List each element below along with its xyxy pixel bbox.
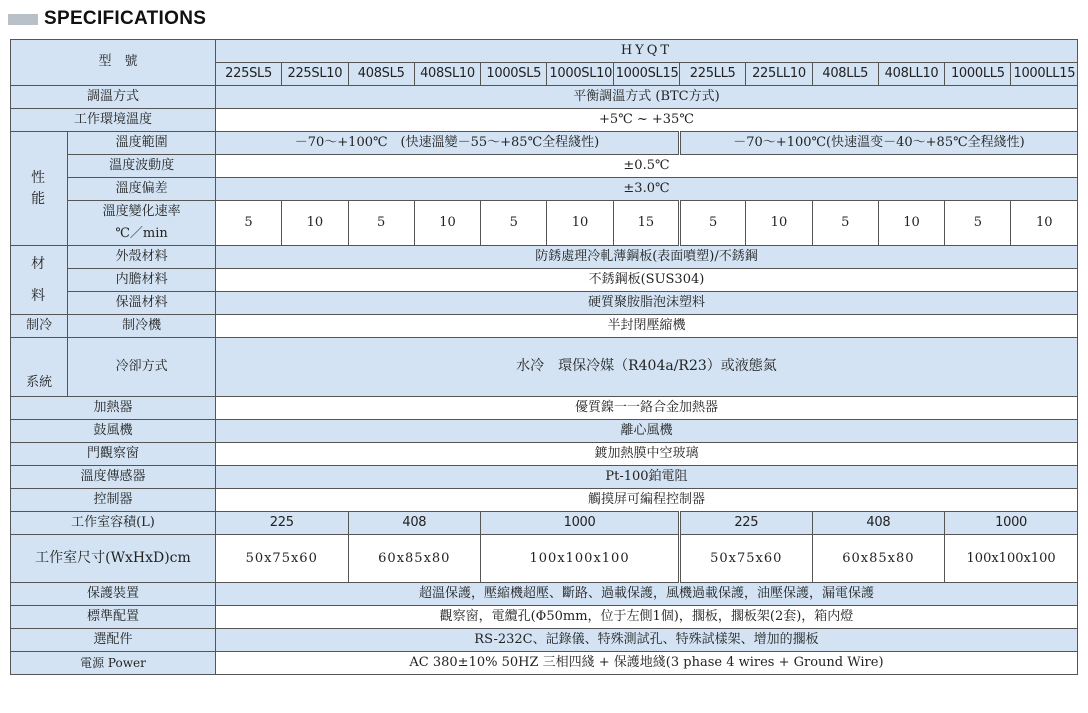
model-item: 408LL5	[812, 63, 878, 86]
dimensions-row	[11, 535, 1078, 583]
options-row	[11, 629, 1078, 652]
heater-label: 加熱器	[11, 397, 216, 420]
compressor-row	[11, 315, 1078, 338]
model-item: 1000SL10	[547, 63, 613, 86]
rate-value: 10	[547, 201, 613, 246]
dimensions-value: 100x100x100	[481, 535, 680, 583]
dimensions-value: 50x75x60	[215, 535, 348, 583]
options-value: RS-232C、記錄儀、特殊測試孔、特殊試樣架、增加的擱板	[215, 629, 1077, 652]
protection-label: 保護裝置	[11, 583, 216, 606]
standard-value: 觀察窗，電纜孔(Φ50mm，位于左側1個)，擱板，擱板架(2套)，箱内燈	[215, 606, 1077, 629]
rate-label-cell	[68, 201, 216, 246]
volume-value: 1000	[945, 512, 1078, 535]
materials-group-char: 材	[31, 256, 46, 272]
blower-label: 鼓風機	[11, 420, 216, 443]
dimensions-value: 60x85x80	[348, 535, 481, 583]
temp-range-label: 溫度範圍	[68, 132, 216, 155]
shell-material-row	[11, 246, 1078, 269]
rate-value: 5	[812, 201, 878, 246]
rate-value: 5	[481, 201, 547, 246]
heater-value: 優質鎳一一鉻合金加熱器	[215, 397, 1077, 420]
volume-value: 408	[812, 512, 945, 535]
ambient-row	[11, 109, 1078, 132]
model-item: 225SL5	[215, 63, 281, 86]
materials-group	[11, 246, 68, 315]
temp-range-sl: －70～+100℃ (快速溫變－55～+85℃全程綫性)	[215, 132, 679, 155]
sensor-value: Pt-100鉑電阻	[215, 466, 1077, 489]
spec-table	[10, 39, 1078, 675]
shell-material-value: 防銹處理冷軋薄鋼板(表面噴塑)/不銹鋼	[215, 246, 1077, 269]
volume-value: 1000	[481, 512, 680, 535]
rate-value: 5	[215, 201, 281, 246]
temp-range-row	[11, 132, 1078, 155]
ambient-value: +5℃ ~ +35℃	[215, 109, 1077, 132]
compressor-value: 半封閉壓縮機	[215, 315, 1077, 338]
insulation-label: 保溫材料	[68, 292, 216, 315]
model-item: 408SL5	[348, 63, 414, 86]
power-label: 電源 Power	[11, 652, 216, 675]
model-item: 1000SL5	[481, 63, 547, 86]
model-item: 1000LL15	[1011, 63, 1078, 86]
model-item: 225SL10	[282, 63, 348, 86]
model-item: 1000SL15	[613, 63, 679, 86]
model-item: 225LL10	[746, 63, 812, 86]
model-item: 408LL10	[878, 63, 944, 86]
fluctuation-value: ±0.5℃	[215, 155, 1077, 178]
dimensions-value: 50x75x60	[680, 535, 813, 583]
model-label: 型 號	[11, 40, 216, 86]
deviation-label: 溫度偏差	[68, 178, 216, 201]
blower-row	[11, 420, 1078, 443]
rate-value: 5	[680, 201, 746, 246]
dimensions-value: 100x100x100	[945, 535, 1078, 583]
fluctuation-row	[11, 155, 1078, 178]
rate-value: 10	[746, 201, 812, 246]
volume-row	[11, 512, 1078, 535]
options-label: 選配件	[11, 629, 216, 652]
rate-unit: ℃／min	[115, 226, 168, 242]
controller-value: 觸摸屏可編程控制器	[215, 489, 1077, 512]
cooling-label: 冷卻方式	[68, 338, 216, 397]
model-item: 408SL10	[414, 63, 480, 86]
rate-value: 10	[1011, 201, 1078, 246]
model-item: 225LL5	[680, 63, 746, 86]
protection-value: 超溫保護，壓縮機超壓、斷路、過載保護，風機過載保護，油壓保護，漏電保護	[215, 583, 1077, 606]
performance-group-char: 能	[31, 190, 46, 207]
standard-row	[11, 606, 1078, 629]
inner-material-value: 不銹鋼板(SUS304)	[215, 269, 1077, 292]
window-row	[11, 443, 1078, 466]
section-heading	[8, 6, 206, 32]
standard-label: 標準配置	[11, 606, 216, 629]
controller-label: 控制器	[11, 489, 216, 512]
controller-row	[11, 489, 1078, 512]
refrigeration-group-bottom: 系統	[11, 338, 68, 397]
protection-row	[11, 583, 1078, 606]
window-label: 門觀察窗	[11, 443, 216, 466]
insulation-row	[11, 292, 1078, 315]
window-value: 鍍加熱膜中空玻璃	[215, 443, 1077, 466]
cooling-row	[11, 338, 1078, 397]
rate-value: 5	[945, 201, 1011, 246]
heater-row	[11, 397, 1078, 420]
temp-control-row	[11, 86, 1078, 109]
temp-range-ll: －70～+100℃(快速溫变－40～+85℃全程綫性)	[680, 132, 1078, 155]
performance-group	[11, 132, 68, 246]
rate-value: 10	[282, 201, 348, 246]
insulation-value: 硬質聚胺脂泡沫塑料	[215, 292, 1077, 315]
sensor-row	[11, 466, 1078, 489]
volume-value: 225	[680, 512, 813, 535]
power-value: AC 380±10% 50HZ 三相四綫 + 保護地綫(3 phase 4 wires + Ground Wire)	[215, 652, 1077, 675]
volume-label: 工作室容積(L)	[11, 512, 216, 535]
ambient-label: 工作環境溫度	[11, 109, 216, 132]
inner-material-label: 内膽材料	[68, 269, 216, 292]
temp-control-value: 平衡調溫方式 (BTC方式)	[215, 86, 1077, 109]
compressor-label: 制冷機	[68, 315, 216, 338]
shell-material-label: 外殼材料	[68, 246, 216, 269]
rate-value: 5	[348, 201, 414, 246]
dimensions-label: 工作室尺寸(WxHxD)cm	[11, 535, 216, 583]
deviation-value: ±3.0℃	[215, 178, 1077, 201]
volume-value: 225	[215, 512, 348, 535]
volume-value: 408	[348, 512, 481, 535]
sensor-label: 溫度傳感器	[11, 466, 216, 489]
temp-control-label: 調溫方式	[11, 86, 216, 109]
rate-row	[11, 201, 1078, 246]
heading-bar	[8, 14, 38, 25]
refrigeration-group-top: 制冷	[11, 315, 68, 338]
rate-value: 10	[414, 201, 480, 246]
power-row	[11, 652, 1078, 675]
series-name: HYQT	[215, 40, 1077, 63]
dimensions-value: 60x85x80	[812, 535, 945, 583]
materials-group-char: 料	[31, 288, 46, 305]
cooling-value: 水冷 環保冷媒（R404a/R23）或液態氮	[215, 338, 1077, 397]
fluctuation-label: 溫度波動度	[68, 155, 216, 178]
inner-material-row	[11, 269, 1078, 292]
rate-value: 15	[613, 201, 679, 246]
model-series-row	[11, 40, 1078, 63]
rate-value: 10	[878, 201, 944, 246]
deviation-row	[11, 178, 1078, 201]
rate-label: 溫度變化速率	[102, 204, 181, 219]
model-item: 1000LL5	[945, 63, 1011, 86]
heading-title: SPECIFICATIONS	[44, 8, 207, 29]
blower-value: 離心風機	[215, 420, 1077, 443]
performance-group-char: 性	[31, 169, 46, 186]
